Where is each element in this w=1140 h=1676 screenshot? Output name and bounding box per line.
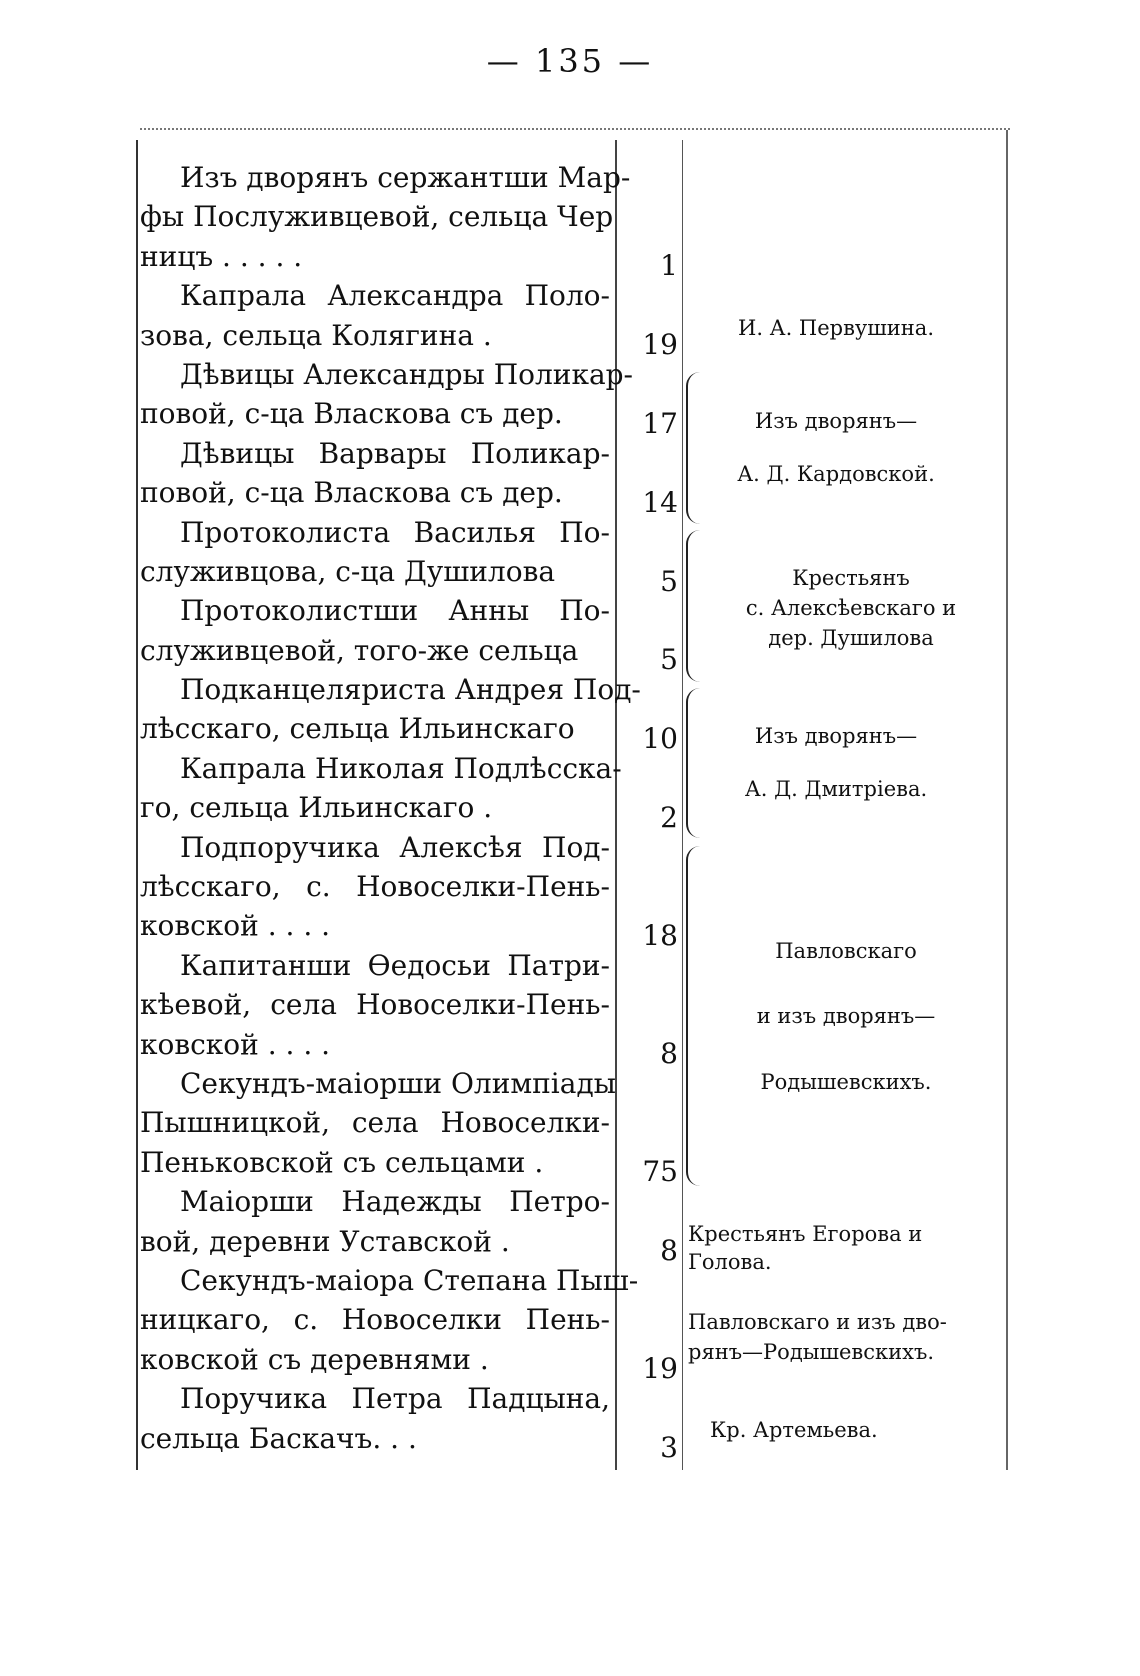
- entry-line: фы Послуживцевой, сельца Чер: [140, 200, 614, 234]
- entry-line: Капрала Николая Подлѣсска-: [180, 751, 622, 785]
- entry-count: 19: [642, 1352, 678, 1385]
- note-egorova-line: Крестьянъ Егорова и: [688, 1222, 923, 1246]
- note-artemeva: Кр. Артемьева.: [710, 1418, 878, 1442]
- entry-line: лѣсскаго, сельца Ильинскаго: [140, 712, 575, 746]
- entry-count: 19: [642, 328, 678, 361]
- page-number: — 135 —: [486, 42, 654, 80]
- note-pavlovskago2-line: Павловскаго и изъ дво-: [688, 1310, 947, 1334]
- top-dotted-rule: [140, 128, 1010, 130]
- entry-line: ницкаго, с. Новоселки Пень-: [140, 1303, 610, 1337]
- entry-line: Секундъ-маіорши Олимпіады: [180, 1066, 616, 1100]
- group-brace: [686, 530, 704, 682]
- entry-line: Капрала Александра Поло-: [180, 279, 610, 313]
- note-alekseevskago-line: дер. Душилова: [768, 626, 934, 650]
- entry-line: повой, с-ца Власкова съ дер.: [140, 476, 563, 510]
- note-pavlovskago-line: Родышевскихъ.: [760, 1070, 932, 1094]
- entry-count: 2: [660, 801, 678, 834]
- note-pavlovskago2-line: рянъ—Родышевскихъ.: [688, 1340, 935, 1364]
- entry-count: 18: [642, 919, 678, 952]
- group-brace: [686, 688, 704, 838]
- entry-count: 5: [660, 643, 678, 676]
- entry-line: Протоколиста Василья По-: [180, 515, 610, 549]
- entry-line: зова, сельца Колягина .: [140, 318, 492, 352]
- note-kardovskoy-line: Изъ дворянъ—: [754, 409, 918, 433]
- entry-count: 8: [660, 1037, 678, 1070]
- group-brace: [686, 372, 704, 524]
- entry-line: Подканцеляриста Андрея Под-: [180, 673, 641, 707]
- entry-count: 10: [642, 722, 678, 755]
- entry-line: Капитанши Ѳедосьи Патри-: [180, 948, 610, 982]
- entry-count: 14: [642, 486, 678, 519]
- entry-line: вой, деревни Уставской .: [140, 1224, 510, 1258]
- entry-count: 8: [660, 1234, 678, 1267]
- entry-line: кѣевой, села Новоселки-Пень-: [140, 988, 610, 1022]
- entry-line: служивцова, с-ца Душилова: [140, 554, 556, 588]
- number-column-rule: [682, 140, 683, 1470]
- entry-line: Дѣвицы Александры Поликар-: [180, 357, 634, 391]
- entry-line: Подпоручика Алексѣя Под-: [180, 830, 610, 864]
- entry-line: ковской . . . .: [140, 909, 331, 943]
- entry-line: ковской . . . .: [140, 1027, 331, 1061]
- group-brace: [686, 846, 704, 1186]
- entry-line: Пышницкой, села Новоселки-: [140, 1106, 610, 1140]
- entry-count: 17: [642, 407, 678, 440]
- entry-count: 1: [660, 249, 678, 282]
- entry-line: Дѣвицы Варвары Поликар-: [180, 436, 610, 470]
- note-dmitrieva-line: Изъ дворянъ—: [754, 724, 918, 748]
- note-alekseevskago-line: Крестьянъ: [792, 566, 910, 590]
- entry-count: 5: [660, 565, 678, 598]
- entry-line: служивцевой, того-же сельца: [140, 633, 579, 667]
- entry-count: 3: [660, 1431, 678, 1464]
- entry-line: го, сельца Ильинскаго .: [140, 791, 493, 825]
- entry-line: Поручика Петра Падцына,: [180, 1382, 610, 1416]
- entry-line: Изъ дворянъ сержантши Мар-: [180, 161, 631, 194]
- note-kardovskoy-line: А. Д. Кардовской.: [737, 462, 935, 486]
- entry-line: Секундъ-маіора Степана Пыш-: [180, 1263, 639, 1297]
- left-column-rule: [136, 140, 138, 1470]
- entry-line: Маіорши Надежды Петро-: [180, 1185, 610, 1219]
- entry-line: Пеньковской съ сельцами .: [140, 1145, 544, 1179]
- note-pervushina: И. А. Первушина.: [738, 316, 934, 340]
- entry-line: Протоколистши Анны По-: [180, 594, 610, 628]
- entry-line: повой, с-ца Власкова съ дер.: [140, 397, 563, 431]
- note-alekseevskago-line: с. Алексѣевскаго и: [745, 596, 957, 620]
- note-egorova-line: Голова.: [688, 1250, 772, 1274]
- note-dmitrieva-line: А. Д. Дмитріева.: [744, 777, 928, 801]
- entries-column: [140, 158, 641, 1458]
- right-column-rule: [1006, 130, 1008, 1470]
- entry-count: 75: [642, 1155, 678, 1188]
- note-pavlovskago-line: и изъ дворянъ—: [756, 1004, 936, 1028]
- entry-line: лѣсскаго, с. Новоселки-Пень-: [140, 870, 610, 904]
- entry-line: ницъ . . . . .: [140, 239, 303, 273]
- note-pavlovskago-line: Павловскаго: [775, 939, 917, 963]
- entry-line: сельца Баскачъ. . .: [140, 1421, 417, 1455]
- entry-line: ковской съ деревнями .: [140, 1342, 489, 1376]
